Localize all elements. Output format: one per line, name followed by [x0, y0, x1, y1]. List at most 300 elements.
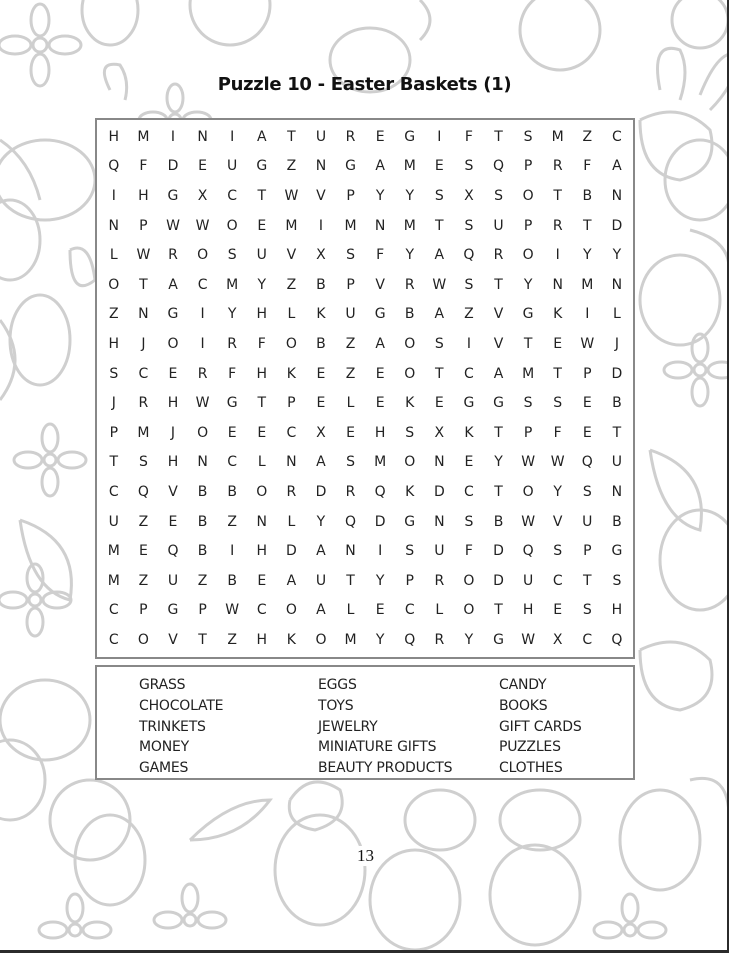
grid-letter: N	[611, 483, 623, 500]
grid-letter: H	[108, 128, 120, 145]
grid-letter: W	[195, 217, 210, 234]
grid-letter: E	[168, 365, 178, 382]
grid-letter: H	[256, 306, 268, 323]
word-list-box	[95, 665, 635, 780]
grid-letter: S	[227, 247, 237, 264]
grid-letter: E	[464, 454, 474, 471]
grid-letter: P	[583, 365, 592, 382]
grid-letter: K	[286, 631, 296, 648]
grid-letter: Y	[227, 306, 237, 323]
grid-letter: T	[257, 395, 267, 412]
grid-letter: G	[167, 306, 179, 323]
grid-letter: E	[434, 158, 444, 175]
grid-letter: C	[582, 631, 593, 648]
grid-letter: R	[552, 158, 563, 175]
word-list-item: GAMES	[139, 760, 189, 777]
grid-letter: V	[168, 631, 178, 648]
grid-letter: P	[139, 217, 148, 234]
grid-letter: G	[404, 513, 416, 530]
grid-letter: U	[167, 572, 179, 589]
grid-letter: B	[316, 335, 326, 352]
grid-letter: U	[611, 454, 623, 471]
grid-letter: F	[583, 158, 592, 175]
grid-letter: T	[257, 187, 267, 204]
grid-letter: X	[197, 187, 208, 204]
grid-letter: M	[403, 158, 416, 175]
grid-letter: C	[286, 424, 297, 441]
grid-letter: S	[612, 572, 622, 589]
grid-letter: A	[612, 158, 622, 175]
grid-letter: E	[227, 424, 237, 441]
word-list-column-3	[499, 675, 582, 779]
grid-letter: S	[464, 158, 474, 175]
word-list-item: EGGS	[318, 677, 357, 693]
word-list-item: TRINKETS	[139, 718, 206, 735]
grid-letter: E	[375, 602, 385, 619]
grid-letter: B	[612, 395, 622, 412]
grid-letter: E	[375, 395, 385, 412]
grid-letter: N	[611, 276, 623, 293]
grid-letter: T	[553, 187, 562, 204]
grid-letter: G	[611, 543, 623, 560]
grid-letter: G	[374, 306, 386, 323]
grid-letter: S	[346, 247, 355, 264]
word-list-item: PUZZLES	[499, 739, 561, 756]
grid-letter: W	[136, 247, 151, 264]
grid-letter: S	[582, 483, 592, 500]
grid-letter: F	[376, 247, 385, 264]
grid-letter: V	[168, 483, 178, 500]
grid-letter: P	[346, 276, 355, 293]
grid-letter: B	[197, 543, 208, 560]
grid-letter: W	[521, 631, 536, 648]
grid-letter: Y	[523, 276, 533, 293]
grid-letter: A	[434, 306, 445, 323]
grid-letter: T	[523, 335, 533, 352]
grid-letter: S	[434, 187, 444, 204]
word-list-column-1	[139, 675, 223, 779]
grid-letter: T	[494, 276, 503, 293]
grid-letter: H	[138, 187, 149, 204]
grid-letter: B	[227, 483, 237, 500]
grid-letter: L	[109, 247, 118, 264]
grid-letter: A	[256, 128, 267, 145]
grid-letter: D	[611, 217, 623, 234]
grid-letter: O	[285, 335, 297, 352]
grid-letter: Q	[404, 631, 416, 648]
grid-letter: X	[552, 631, 563, 648]
grid-letter: S	[138, 454, 148, 471]
grid-letter: W	[225, 602, 240, 619]
grid-letter: I	[200, 335, 205, 352]
grid-letter: U	[256, 247, 267, 264]
grid-letter: I	[230, 128, 235, 145]
grid-letter: O	[108, 276, 120, 293]
grid-letter: B	[612, 513, 622, 530]
grid-letter: F	[257, 335, 266, 352]
grid-letter: Q	[374, 483, 386, 500]
grid-letter: M	[522, 365, 535, 382]
grid-letter: E	[582, 395, 592, 412]
grid-letter: R	[552, 217, 563, 234]
grid-letter: Z	[286, 276, 297, 293]
grid-letter: M	[137, 424, 150, 441]
grid-letter: V	[375, 276, 385, 293]
grid-letter: S	[109, 365, 119, 382]
grid-letter: S	[346, 454, 355, 471]
grid-letter: T	[198, 631, 207, 648]
grid-letter: C	[464, 483, 474, 500]
grid-letter: A	[316, 602, 326, 619]
grid-letter: O	[226, 217, 238, 234]
grid-letter: G	[167, 602, 179, 619]
grid-letter: P	[523, 424, 533, 441]
grid-letter: P	[139, 602, 148, 619]
grid-letter: Y	[553, 483, 562, 500]
grid-letter: P	[523, 158, 533, 175]
grid-letter: D	[493, 572, 504, 589]
grid-letter: O	[463, 572, 475, 589]
grid-letter: Z	[138, 513, 149, 530]
grid-letter: S	[582, 602, 592, 619]
grid-letter: P	[583, 543, 592, 560]
word-search-grid	[97, 122, 632, 655]
grid-letter: C	[256, 602, 267, 619]
grid-letter: L	[346, 395, 355, 412]
grid-letter: G	[345, 158, 356, 175]
grid-letter: Y	[612, 247, 622, 264]
grid-letter: X	[434, 424, 445, 441]
grid-letter: O	[285, 602, 297, 619]
grid-letter: E	[582, 424, 592, 441]
grid-letter: I	[378, 543, 383, 560]
grid-letter: M	[226, 276, 239, 293]
grid-letter: D	[315, 483, 327, 500]
grid-letter: R	[434, 631, 445, 648]
grid-letter: E	[138, 543, 148, 560]
grid-letter: H	[167, 395, 179, 412]
grid-letter: Q	[522, 543, 534, 560]
grid-letter: E	[375, 128, 385, 145]
grid-letter: W	[550, 454, 565, 471]
grid-letter: E	[553, 602, 563, 619]
grid-letter: N	[138, 306, 149, 323]
grid-letter: C	[227, 187, 238, 204]
grid-letter: Z	[582, 128, 593, 145]
grid-letter: I	[230, 543, 235, 560]
grid-letter: U	[315, 572, 327, 589]
grid-letter: N	[345, 543, 356, 560]
grid-letter: P	[198, 602, 207, 619]
grid-letter: C	[552, 572, 563, 589]
word-list-item: GRASS	[139, 677, 186, 693]
grid-letter: Z	[138, 572, 149, 589]
grid-letter: Y	[375, 631, 385, 648]
grid-letter: T	[109, 454, 119, 471]
grid-letter: R	[227, 335, 238, 352]
grid-letter: A	[493, 365, 504, 382]
grid-letter: I	[466, 335, 471, 352]
grid-letter: U	[227, 158, 238, 175]
grid-letter: S	[464, 276, 474, 293]
grid-letter: C	[108, 631, 119, 648]
grid-letter: A	[168, 276, 178, 293]
grid-letter: O	[315, 631, 327, 648]
grid-letter: G	[167, 187, 179, 204]
grid-letter: L	[287, 306, 296, 323]
grid-letter: A	[434, 247, 445, 264]
grid-letter: M	[137, 128, 150, 145]
grid-letter: M	[285, 217, 298, 234]
grid-letter: K	[464, 424, 474, 441]
grid-letter: K	[316, 306, 326, 323]
grid-letter: T	[287, 128, 296, 145]
grid-letter: T	[346, 572, 355, 589]
grid-letter: Q	[463, 247, 475, 264]
grid-letter: J	[111, 395, 116, 412]
grid-letter: P	[109, 424, 119, 441]
grid-letter: E	[198, 158, 207, 175]
grid-letter: U	[315, 128, 327, 145]
grid-letter: H	[611, 602, 623, 619]
grid-letter: O	[463, 602, 475, 619]
grid-letter: M	[581, 276, 594, 293]
grid-letter: R	[434, 572, 445, 589]
grid-letter: H	[108, 335, 120, 352]
grid-letter: V	[493, 306, 504, 323]
grid-letter: G	[493, 395, 504, 412]
grid-letter: G	[463, 395, 475, 412]
grid-letter: I	[437, 128, 442, 145]
grid-letter: M	[107, 572, 120, 589]
grid-letter: Z	[345, 365, 356, 382]
grid-letter: T	[494, 424, 503, 441]
grid-letter: C	[197, 276, 208, 293]
word-list-item: CANDY	[499, 677, 547, 693]
grid-letter: F	[464, 128, 473, 145]
grid-letter: G	[522, 306, 534, 323]
grid-letter: O	[404, 335, 416, 352]
grid-letter: B	[493, 513, 504, 530]
word-list-item: CLOTHES	[499, 760, 563, 777]
grid-letter: S	[464, 217, 474, 234]
grid-letter: W	[166, 217, 180, 234]
grid-letter: S	[494, 187, 503, 204]
word-list-item: MONEY	[139, 739, 189, 756]
grid-letter: L	[287, 513, 296, 530]
grid-letter: H	[256, 543, 268, 560]
grid-letter: O	[522, 247, 534, 264]
grid-letter: Y	[494, 454, 503, 471]
grid-letter: X	[464, 187, 474, 204]
grid-letter: H	[374, 424, 386, 441]
grid-letter: E	[434, 395, 444, 412]
grid-letter: W	[521, 513, 536, 530]
grid-letter: J	[141, 335, 146, 352]
grid-letter: Z	[109, 306, 119, 323]
grid-letter: Q	[345, 513, 357, 530]
grid-letter: V	[493, 335, 504, 352]
grid-letter: I	[200, 306, 205, 323]
grid-letter: Y	[583, 247, 592, 264]
grid-letter: T	[435, 217, 444, 234]
grid-letter: N	[374, 217, 386, 234]
grid-letter: V	[286, 247, 297, 264]
grid-letter: S	[405, 543, 415, 560]
grid-letter: S	[405, 424, 415, 441]
grid-letter: M	[403, 217, 416, 234]
grid-letter: K	[286, 365, 296, 382]
grid-letter: E	[316, 395, 326, 412]
grid-letter: P	[287, 395, 296, 412]
grid-letter: Q	[137, 483, 149, 500]
grid-letter: D	[167, 158, 179, 175]
grid-letter: C	[138, 365, 149, 382]
grid-letter: M	[344, 631, 357, 648]
grid-letter: D	[493, 543, 504, 560]
grid-letter: M	[107, 543, 120, 560]
grid-letter: W	[521, 454, 536, 471]
grid-letter: R	[168, 247, 178, 264]
grid-letter: N	[286, 454, 297, 471]
grid-letter: T	[139, 276, 148, 293]
puzzle-title: Puzzle 10 - Easter Baskets (1)	[217, 74, 512, 95]
grid-letter: N	[434, 454, 445, 471]
grid-letter: T	[583, 572, 592, 589]
grid-letter: R	[345, 128, 356, 145]
grid-letter: C	[227, 454, 238, 471]
grid-letter: O	[522, 483, 534, 500]
grid-letter: Q	[167, 543, 179, 560]
grid-letter: A	[375, 158, 385, 175]
grid-letter: C	[612, 128, 622, 145]
grid-letter: N	[315, 158, 327, 175]
grid-letter: E	[168, 513, 178, 530]
grid-letter: T	[494, 483, 503, 500]
grid-letter: E	[257, 424, 267, 441]
grid-letter: I	[111, 187, 116, 204]
grid-letter: O	[137, 631, 149, 648]
grid-letter: B	[582, 187, 593, 204]
word-list-item: MINIATURE GIFTS	[318, 739, 437, 756]
grid-letter: Z	[464, 306, 474, 323]
word-list-item: TOYS	[318, 697, 354, 714]
grid-letter: E	[375, 365, 385, 382]
grid-letter: T	[612, 424, 622, 441]
grid-letter: E	[257, 217, 267, 234]
grid-letter: R	[404, 276, 415, 293]
grid-letter: N	[108, 217, 120, 234]
grid-letter: H	[256, 631, 268, 648]
grid-letter: Q	[581, 454, 593, 471]
grid-letter: Z	[286, 158, 297, 175]
grid-letter: U	[108, 513, 119, 530]
grid-letter: Z	[227, 513, 237, 530]
grid-letter: M	[551, 128, 564, 145]
grid-letter: S	[523, 395, 533, 412]
grid-letter: I	[555, 247, 560, 264]
grid-letter: Q	[611, 631, 623, 648]
grid-letter: Y	[464, 631, 474, 648]
grid-letter: G	[226, 395, 238, 412]
grid-letter: U	[345, 306, 356, 323]
grid-letter: Y	[405, 247, 415, 264]
grid-letter: C	[464, 365, 474, 382]
grid-letter: Y	[257, 276, 267, 293]
grid-letter: Y	[375, 572, 385, 589]
grid-letter: E	[257, 572, 267, 589]
grid-letter: D	[611, 365, 623, 382]
grid-letter: L	[612, 306, 621, 323]
grid-letter: S	[523, 128, 533, 145]
word-list-item: JEWELRY	[318, 718, 378, 735]
grid-letter: S	[553, 543, 563, 560]
grid-letter: E	[346, 424, 355, 441]
grid-letter: Q	[493, 158, 505, 175]
grid-letter: V	[552, 513, 563, 530]
grid-letter: I	[585, 306, 590, 323]
grid-letter: O	[256, 483, 268, 500]
grid-letter: F	[139, 158, 148, 175]
grid-letter: Y	[405, 187, 415, 204]
grid-letter: P	[346, 187, 355, 204]
grid-letter: F	[553, 424, 562, 441]
grid-letter: R	[138, 395, 149, 412]
grid-letter: P	[523, 217, 533, 234]
grid-letter: C	[108, 602, 119, 619]
grid-letter: R	[493, 247, 504, 264]
word-list-column-2	[318, 675, 452, 779]
grid-letter: W	[284, 187, 299, 204]
grid-letter: O	[404, 454, 416, 471]
word-list-item: BOOKS	[499, 697, 548, 714]
grid-letter: H	[256, 365, 268, 382]
grid-letter: R	[345, 483, 356, 500]
page-number: 13	[357, 846, 374, 865]
grid-letter: R	[197, 365, 208, 382]
grid-letter: O	[522, 187, 534, 204]
grid-letter: O	[197, 424, 209, 441]
grid-letter: L	[435, 602, 444, 619]
grid-letter: Y	[375, 187, 385, 204]
word-list-item: CHOCOLATE	[139, 697, 224, 714]
grid-letter: T	[583, 217, 592, 234]
grid-letter: M	[374, 454, 387, 471]
grid-letter: Z	[197, 572, 208, 589]
grid-letter: O	[404, 365, 416, 382]
grid-letter: A	[316, 543, 326, 560]
grid-letter: I	[170, 128, 176, 145]
grid-letter: D	[433, 483, 445, 500]
grid-letter: M	[344, 217, 357, 234]
word-list-item: GIFT CARDS	[499, 718, 582, 735]
grid-letter: N	[197, 128, 208, 145]
grid-letter: B	[197, 513, 208, 530]
grid-letter: F	[228, 365, 237, 382]
grid-letter: V	[316, 187, 326, 204]
grid-letter: U	[522, 572, 534, 589]
word-search-grid-box	[95, 118, 635, 659]
grid-letter: W	[432, 276, 447, 293]
grid-letter: T	[494, 602, 503, 619]
grid-letter: S	[464, 513, 474, 530]
grid-letter: U	[582, 513, 593, 530]
grid-letter: F	[464, 543, 473, 560]
grid-letter: I	[318, 217, 324, 234]
grid-letter: N	[197, 454, 208, 471]
grid-letter: Z	[345, 335, 356, 352]
grid-letter: X	[316, 247, 326, 264]
